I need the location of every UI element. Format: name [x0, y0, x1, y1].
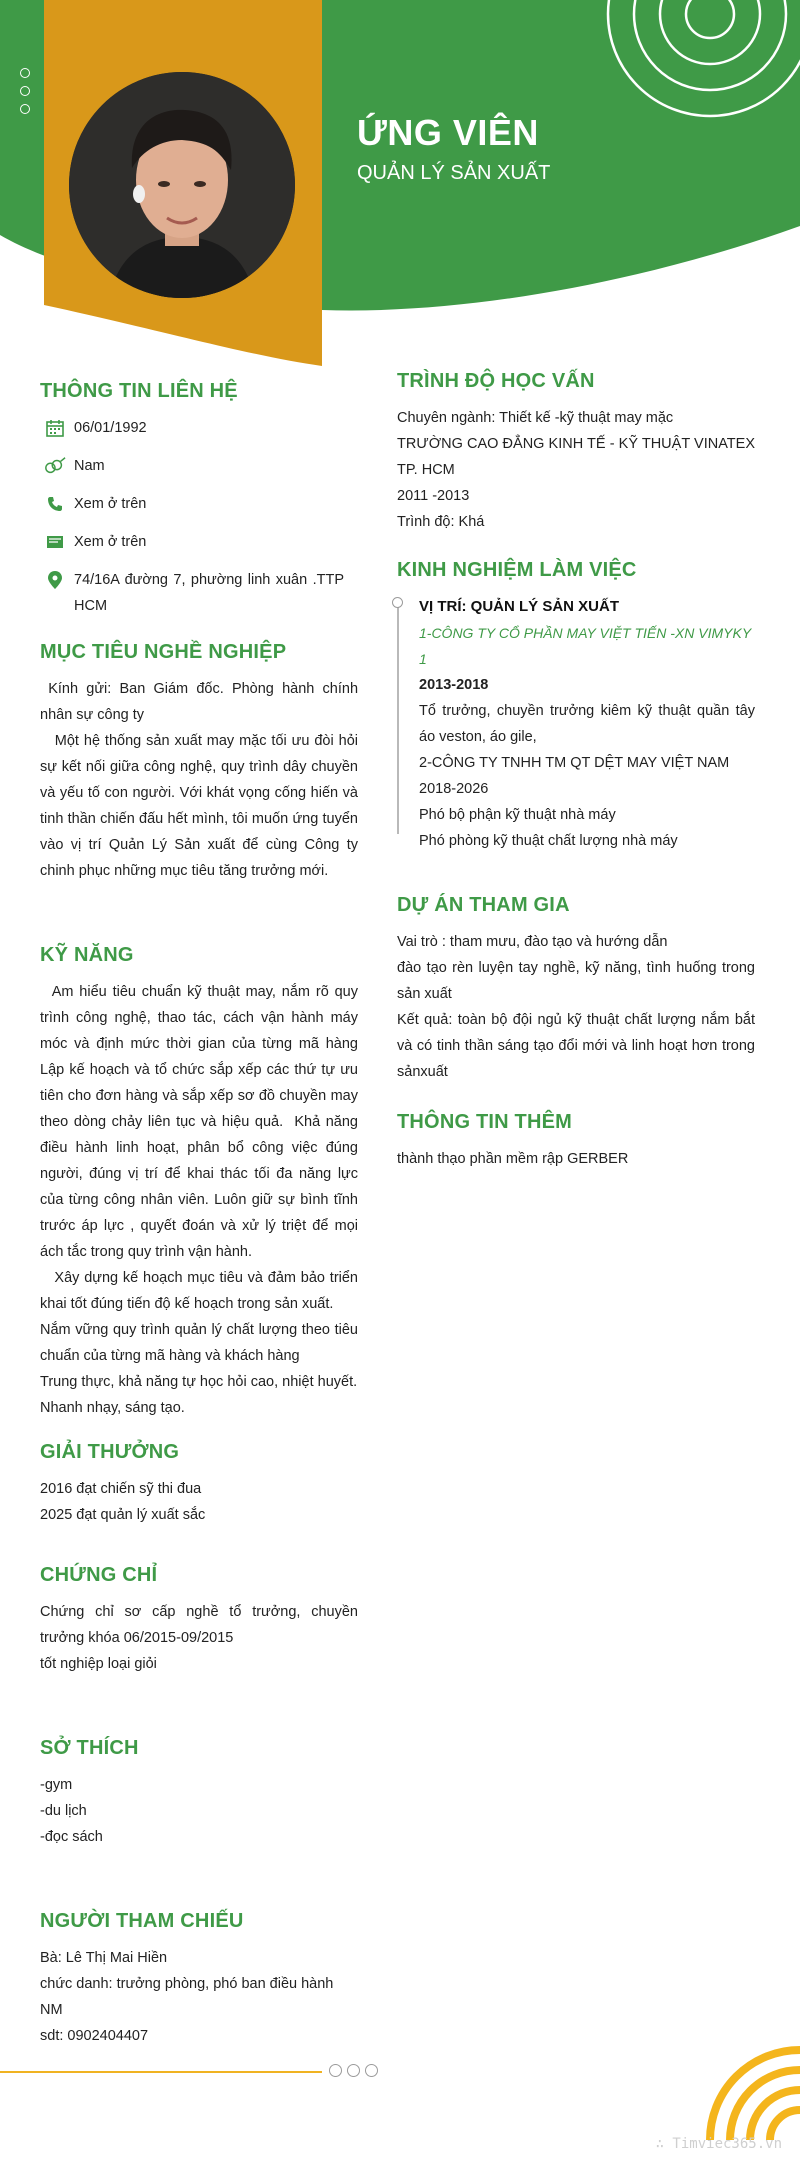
- awards-section: [40, 1441, 358, 1528]
- education-years: 2011 -2013: [397, 488, 470, 504]
- experience-line: Tổ trưởng, chuyền trưởng kiêm kỹ thuật quần tây áo veston, áo gile,: [419, 703, 755, 745]
- contact-section: [40, 380, 358, 619]
- experience-timeline: [397, 594, 755, 854]
- project-role: Vai trò : tham mưu, đào tạo và hướng dẫn: [397, 934, 668, 950]
- reference-phone: sdt: 0902404407: [40, 2028, 149, 2044]
- skills-section: [40, 944, 367, 1421]
- hobby-item: -đọc sách: [40, 1829, 103, 1845]
- award-item: 2016 đạt chiến sỹ thi đua: [40, 1481, 202, 1497]
- skills-text-1: Am hiểu tiêu chuẩn kỹ thuật may, nắm rõ quy trình công nghệ, thao tác, cách vận hành máy móc và định mức thời gian của từng mã hàng Lập kế hoạch và tổ chức sắp xếp các thứ tự ưu tiên cho đơn hàng và sắp xếp sơ đồ chuyền may theo dòng chảy liên tục và hiệu quả. Khả năng điều hành linh hoạt, phân bổ công việc đúng người, đúng vị trí để khai thác tối đa năng lực của từng công nhân viên. Luôn giữ sự bình tĩnh trước áp lực , quyết đoán và xử lý triệt để mọi ách tắc trong quy trình vận hành.: [40, 984, 367, 1260]
- footer-line: [0, 2071, 322, 2073]
- objective-heading: MỤC TIÊU NGHỀ NGHIỆP: [40, 641, 287, 663]
- calendar-icon: [44, 415, 66, 441]
- certificate-text: Chứng chỉ sơ cấp nghề tổ trưởng, chuyền trưởng khóa 06/2015-09/2015: [40, 1604, 358, 1646]
- phone-icon: [44, 491, 66, 517]
- reference-name: Bà: Lê Thị Mai Hiền: [40, 1950, 168, 1966]
- hobbies-section: [40, 1737, 358, 1850]
- education-major: Chuyên ngành: Thiết kế -kỹ thuật may mặc: [397, 410, 674, 426]
- left-column: [40, 380, 367, 2049]
- certificate-grade: tốt nghiệp loại giỏi: [40, 1656, 157, 1672]
- hobby-item: -gym: [40, 1777, 73, 1793]
- experience-section: [397, 559, 755, 854]
- header-dots-icon: [20, 68, 30, 122]
- projects-section: [397, 894, 755, 1085]
- objective-greeting: Kính gửi: Ban Giám đốc. Phòng hành chính nhân sự công ty: [40, 681, 363, 723]
- contact-email: Xem ở trên: [74, 534, 147, 550]
- contact-email-row: [40, 529, 358, 555]
- awards-heading: GIẢI THƯỞNG: [40, 1441, 180, 1463]
- candidate-role: QUẢN LÝ SẢN XUẤT: [357, 162, 551, 184]
- award-item: 2025 đạt quản lý xuất sắc: [40, 1507, 206, 1523]
- projects-heading: DỰ ÁN THAM GIA: [397, 894, 570, 916]
- profile-photo: [69, 72, 295, 298]
- objective-section: [40, 641, 363, 884]
- experience-years: 2013-2018: [419, 677, 489, 693]
- references-section: [40, 1910, 358, 2049]
- experience-line: Phó bộ phận kỹ thuật nhà máy: [419, 807, 616, 823]
- experience-line: 2-CÔNG TY TNHH TM QT DỆT MAY VIỆT NAM: [419, 755, 730, 771]
- contact-phone-row: [40, 491, 358, 517]
- contact-dob: 06/01/1992: [74, 420, 147, 436]
- contact-address: 74/16A đường 7, phường linh xuân .TTP HCM: [74, 572, 344, 614]
- contact-address-row: [40, 567, 358, 619]
- skills-text-2: Xây dựng kế hoạch mục tiêu và đảm bảo triển khai tốt đúng tiến độ kế hoạch trong sản xuất.: [40, 1270, 363, 1312]
- extra-heading: THÔNG TIN THÊM: [397, 1111, 573, 1133]
- hobbies-heading: SỞ THÍCH: [40, 1737, 139, 1759]
- experience-heading: KINH NGHIỆM LÀM VIỆC: [397, 559, 637, 581]
- contact-dob-row: [40, 415, 358, 441]
- timeline-dot-icon: [392, 597, 403, 608]
- watermark: ∴ Timviec365.vn: [655, 2136, 782, 2152]
- hobby-item: -du lịch: [40, 1803, 87, 1819]
- email-icon: [44, 529, 66, 555]
- objective-text: Một hệ thống sản xuất may mặc tối ưu đòi hỏi sự kết nối giữa công nghệ, quy trình dây chuyền và yếu tố con người. Với khát vọng cống hiến và tinh thần chiến đấu hết mình, tôi muốn ứng tuyển vào vị trí Quản Lý Sản xuất để cùng Công ty chinh phục những mục tiêu tăng trưởng mới.: [40, 733, 363, 879]
- skills-text-4: Trung thực, khả năng tự học hỏi cao, nhiệt huyết.: [40, 1374, 358, 1390]
- candidate-name: ỨNG VIÊN: [357, 112, 539, 153]
- contact-gender: Nam: [74, 458, 105, 474]
- extra-text: thành thạo phần mềm rập GERBER: [397, 1151, 629, 1167]
- contact-heading: THÔNG TIN LIÊN HỆ: [40, 380, 238, 402]
- timeline-line: [397, 602, 399, 834]
- references-heading: NGƯỜI THAM CHIẾU: [40, 1910, 244, 1932]
- contact-gender-row: [40, 453, 358, 479]
- extra-section: [397, 1111, 755, 1172]
- right-column: [397, 370, 755, 1172]
- skills-text-5: Nhanh nhạy, sáng tạo.: [40, 1400, 185, 1416]
- footer-arcs-icon: [700, 2040, 800, 2140]
- education-school: TRƯỜNG CAO ĐẲNG KINH TẾ - KỸ THUẬT VINATEX TP. HCM: [397, 436, 755, 478]
- footer-dots-icon: [329, 2064, 378, 2077]
- education-grade: Trình độ: Khá: [397, 514, 485, 530]
- skills-text-3: Nắm vững quy trình quản lý chất lượng theo tiêu chuẩn của từng mã hàng và khách hàng: [40, 1322, 358, 1364]
- project-training: đào tạo rèn luyện tay nghề, kỹ năng, tình huống trong sản xuất: [397, 960, 755, 1002]
- experience-line: 2018-2026: [419, 781, 489, 797]
- contact-phone: Xem ở trên: [74, 496, 147, 512]
- experience-position: VỊ TRÍ: QUẢN LÝ SẢN XUẤT: [419, 598, 620, 615]
- certificates-section: [40, 1564, 358, 1677]
- education-section: [397, 370, 755, 535]
- experience-line: Phó phòng kỹ thuật chất lượng nhà máy: [419, 833, 678, 849]
- certificates-heading: CHỨNG CHỈ: [40, 1564, 158, 1586]
- reference-title: chức danh: trưởng phòng, phó ban điều hành NM: [40, 1976, 334, 2018]
- project-result: Kết quả: toàn bộ đội ngủ kỹ thuật chất lượng nắm bắt và có tinh thần sáng tạo đổi mới và linh hoạt hơn trong sảnxuất: [397, 1012, 755, 1080]
- gender-icon: [44, 453, 66, 479]
- experience-company: 1-CÔNG TY CỔ PHẦN MAY VIỆT TIẾN -XN VIMYKY 1: [419, 625, 751, 667]
- skills-heading: KỸ NĂNG: [40, 944, 134, 966]
- education-heading: TRÌNH ĐỘ HỌC VẤN: [397, 370, 595, 392]
- location-icon: [44, 567, 66, 593]
